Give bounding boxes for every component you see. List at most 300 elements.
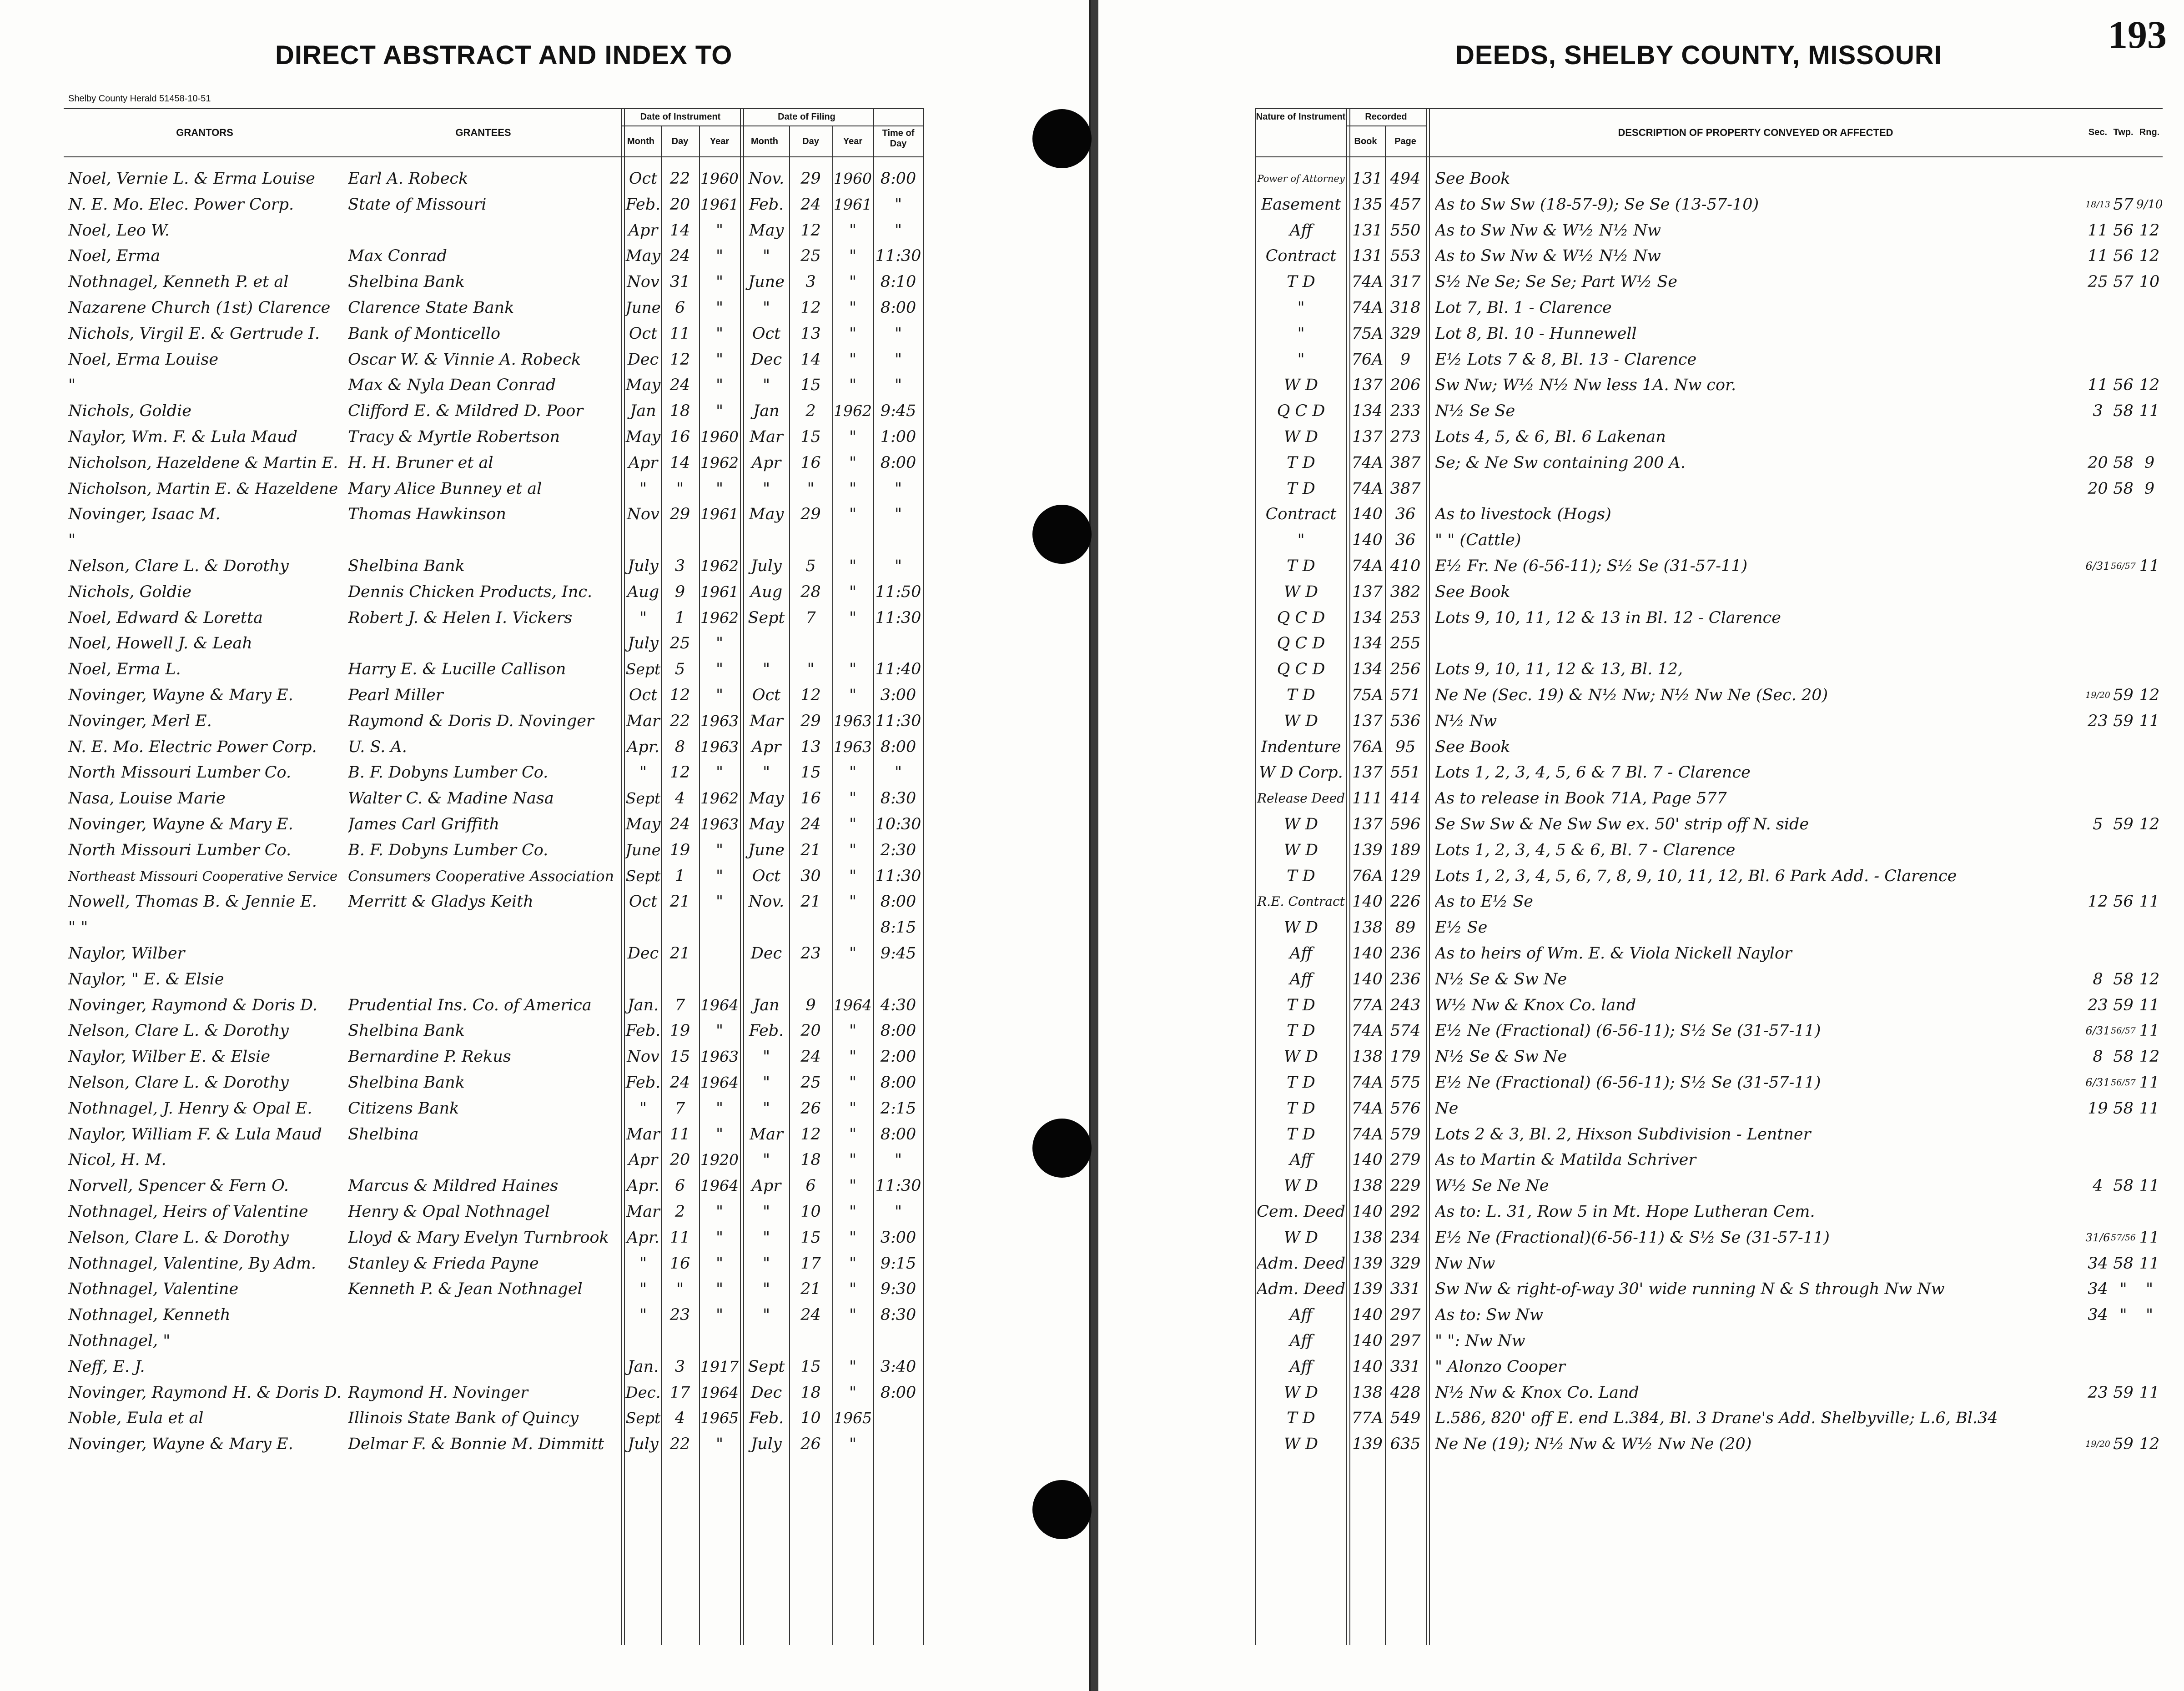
description-cell: " ": Nw Nw xyxy=(1435,1332,1525,1350)
grantor-cell: Northeast Missouri Cooperative Service xyxy=(68,868,338,884)
book-cell: 77A xyxy=(1351,1409,1384,1428)
page-cell: 329 xyxy=(1390,324,1421,343)
filing-day-cell: 21 xyxy=(800,893,821,911)
instrument-day-cell: 19 xyxy=(669,1022,690,1040)
instrument-year-cell: " xyxy=(715,247,724,266)
nature-cell: T D xyxy=(1287,1099,1315,1118)
instrument-day-cell: 11 xyxy=(669,1228,690,1247)
filing-month-cell: Dec xyxy=(750,1383,782,1402)
time-cell: 10:30 xyxy=(875,815,921,833)
sec-cell xyxy=(2085,1405,2110,1431)
description-cell: N½ Se & Sw Ne xyxy=(1435,970,1567,989)
grantee-cell: State of Missouri xyxy=(348,195,487,214)
filing-month-cell xyxy=(745,631,788,656)
description-cell: Lots 1, 2, 3, 4, 5 & 6, Bl. 7 - Clarence xyxy=(1435,841,1736,859)
time-cell: " xyxy=(894,376,902,395)
filing-day-cell: 13 xyxy=(800,324,821,343)
instrument-year-cell: 1964 xyxy=(700,996,739,1014)
grantor-cell: N. E. Mo. Elec. Power Corp. xyxy=(68,195,294,214)
twp-cell: 56 xyxy=(2113,221,2134,240)
nature-cell: Q C D xyxy=(1277,660,1325,679)
filing-day-cell: 15 xyxy=(800,428,821,446)
filing-year-cell: " xyxy=(849,376,857,395)
rng-cell xyxy=(2136,502,2163,527)
book-cell: 111 xyxy=(1352,789,1383,808)
book-cell: 137 xyxy=(1352,376,1383,395)
book-cell: 131 xyxy=(1352,247,1383,266)
time-cell: 8:10 xyxy=(880,273,916,291)
book-cell: 138 xyxy=(1352,1177,1383,1195)
grantee-cell xyxy=(348,915,619,940)
grantor-cell: Neff, E. J. xyxy=(68,1357,145,1376)
instrument-month-cell: " xyxy=(639,763,647,782)
filing-year-cell: " xyxy=(849,1125,857,1144)
instrument-day-cell: 4 xyxy=(674,1409,685,1428)
filing-month-cell: Apr xyxy=(751,453,781,472)
grantee-cell: U. S. A. xyxy=(348,738,407,756)
filing-month-cell: Apr xyxy=(751,1177,781,1195)
sec-cell: 8 xyxy=(2093,1048,2103,1066)
grantee-cell: Raymond H. Novinger xyxy=(348,1383,528,1402)
time-cell: 11:40 xyxy=(875,660,921,679)
page-cell: 331 xyxy=(1390,1357,1421,1376)
instrument-year-cell: " xyxy=(715,324,724,343)
sec-cell xyxy=(2085,1199,2110,1224)
grantor-cell: Novinger, Raymond & Doris D. xyxy=(68,996,317,1014)
nature-cell: Aff xyxy=(1289,221,1313,240)
time-cell xyxy=(874,1431,922,1457)
header-bottom-rule xyxy=(64,156,923,157)
rng-cell xyxy=(2136,321,2163,346)
page-cell: 234 xyxy=(1390,1228,1421,1247)
book-cell: 74A xyxy=(1351,299,1384,317)
description-cell: As to Sw Nw & W½ N½ Nw xyxy=(1435,247,1661,266)
rng-cell: 11 xyxy=(2139,1074,2160,1092)
grantee-cell: Pearl Miller xyxy=(348,686,443,704)
page-cell: 387 xyxy=(1390,453,1421,472)
time-cell: 8:00 xyxy=(880,738,916,756)
instrument-year-cell xyxy=(700,941,739,966)
column-header-date-of-instrument: Date of Instrument xyxy=(640,112,721,122)
instrument-month-cell: Feb. xyxy=(625,1074,661,1092)
book-cell: 74A xyxy=(1351,1074,1384,1092)
grantee-cell: Marcus & Mildred Haines xyxy=(348,1177,559,1195)
grantor-cell: " xyxy=(68,531,76,550)
twp-cell: 59 xyxy=(2113,712,2134,730)
filing-day-cell xyxy=(790,967,831,992)
grantee-cell: B. F. Dobyns Lumber Co. xyxy=(348,763,549,782)
instrument-year-cell: " xyxy=(715,1125,724,1144)
description-cell: As to: L. 31, Row 5 in Mt. Hope Lutheran Cem. xyxy=(1435,1203,1815,1221)
book-cell: 134 xyxy=(1352,660,1383,679)
instrument-month-cell: May xyxy=(625,376,661,395)
description-cell: Lots 2 & 3, Bl. 2, Hixson Subdivision - Lentner xyxy=(1435,1125,1811,1144)
sec-cell: 19/20 xyxy=(2085,1439,2110,1450)
page-cell: 382 xyxy=(1390,582,1421,601)
twp-cell xyxy=(2110,295,2136,321)
nature-cell: W D xyxy=(1283,841,1318,859)
instrument-year-cell xyxy=(700,915,739,940)
twp-cell xyxy=(2110,321,2136,346)
grantor-cell: Nicol, H. M. xyxy=(68,1151,166,1169)
time-cell: 9:15 xyxy=(880,1254,916,1273)
filing-day-cell: 9 xyxy=(805,996,816,1014)
twp-cell xyxy=(2110,760,2136,785)
rng-cell xyxy=(2136,605,2163,631)
nature-cell: Aff xyxy=(1289,1151,1313,1169)
page-cell: 297 xyxy=(1390,1332,1421,1350)
sec-cell xyxy=(2085,786,2110,811)
sec-cell: 25 xyxy=(2088,273,2108,291)
instrument-year-cell: 1962 xyxy=(700,608,739,627)
instrument-day-cell: 11 xyxy=(669,324,690,343)
twp-cell: 57 xyxy=(2113,273,2134,291)
filing-month-cell: June xyxy=(748,841,785,859)
instrument-day-cell: 16 xyxy=(669,428,690,446)
instrument-day-cell xyxy=(662,1328,698,1354)
description-cell: Ne xyxy=(1435,1099,1459,1118)
nature-cell: Aff xyxy=(1289,1357,1313,1376)
page-cell: 549 xyxy=(1390,1409,1421,1428)
sec-cell: 8 xyxy=(2093,970,2103,989)
description-cell: As to: Sw Nw xyxy=(1435,1306,1544,1325)
grantee-cell: Clifford E. & Mildred D. Poor xyxy=(348,402,584,421)
twp-cell: 59 xyxy=(2113,996,2134,1014)
rule-left-end xyxy=(923,108,924,1645)
description-cell: See Book xyxy=(1435,738,1510,756)
time-cell: 4:30 xyxy=(880,996,916,1014)
instrument-year-cell: " xyxy=(715,660,724,679)
grantor-cell: Noel, Erma L. xyxy=(68,660,181,679)
grantee-cell: Raymond & Doris D. Novinger xyxy=(348,712,594,730)
instrument-day-cell: 20 xyxy=(669,195,690,214)
instrument-day-cell: 9 xyxy=(674,582,685,601)
grantee-cell: Oscar W. & Vinnie A. Robeck xyxy=(348,350,581,369)
printer-mark: Shelby County Herald 51458-10-51 xyxy=(68,94,211,104)
description-cell: Lots 1, 2, 3, 4, 5, 6 & 7 Bl. 7 - Clarence xyxy=(1435,763,1751,782)
rng-cell xyxy=(2136,1199,2163,1224)
page-cell: 331 xyxy=(1390,1280,1421,1299)
instrument-year-cell: 1960 xyxy=(700,170,739,187)
grantee-cell: Bernardine P. Rekus xyxy=(348,1048,511,1066)
book-cell: 76A xyxy=(1351,738,1384,756)
sec-cell xyxy=(2085,579,2110,605)
description-cell: Lots 1, 2, 3, 4, 5, 6, 7, 8, 9, 10, 11, 12, Bl. 6 Park Add. - Clarence xyxy=(1435,867,1957,885)
grantor-cell: Norvell, Spencer & Fern O. xyxy=(68,1177,289,1195)
grantee-cell: Tracy & Myrtle Robertson xyxy=(348,428,560,446)
rng-cell: 12 xyxy=(2139,247,2160,266)
instrument-year-cell: " xyxy=(715,350,724,369)
description-cell: " " (Cattle) xyxy=(1435,531,1521,550)
instrument-year-cell: " xyxy=(715,1306,724,1325)
filing-month-cell: Oct xyxy=(752,686,781,704)
grantor-cell: Nichols, Goldie xyxy=(68,582,191,601)
rng-cell xyxy=(2136,166,2163,191)
grantee-cell xyxy=(348,1328,619,1354)
rng-cell: 11 xyxy=(2139,1383,2160,1402)
time-cell: " xyxy=(894,1151,902,1169)
filing-month-cell: Feb. xyxy=(749,1409,784,1428)
grantor-cell: Novinger, Wayne & Mary E. xyxy=(68,686,293,704)
filing-day-cell: 13 xyxy=(800,738,821,756)
instrument-day-cell: 16 xyxy=(669,1254,690,1273)
twp-cell xyxy=(2110,527,2136,553)
instrument-month-cell xyxy=(625,1328,661,1354)
filing-year-cell: 1964 xyxy=(834,996,872,1014)
time-cell: 11:50 xyxy=(875,582,921,601)
nature-cell: Aff xyxy=(1289,944,1313,963)
page-cell: 297 xyxy=(1390,1306,1421,1325)
filing-year-cell xyxy=(833,967,872,992)
description-cell: Se; & Ne Sw containing 200 A. xyxy=(1435,453,1686,472)
nature-cell: " xyxy=(1297,324,1305,343)
grantor-cell: Nothnagel, Valentine, By Adm. xyxy=(68,1254,317,1273)
filing-month-cell: " xyxy=(762,660,770,679)
filing-day-cell: 7 xyxy=(805,608,816,627)
column-header-inst-year: Year xyxy=(710,136,730,146)
instrument-month-cell: June xyxy=(625,841,661,859)
book-cell: 75A xyxy=(1351,324,1384,343)
twp-cell: 58 xyxy=(2113,453,2134,472)
grantor-cell: Noble, Eula et al xyxy=(68,1409,204,1428)
column-header-description: DESCRIPTION OF PROPERTY CONVEYED OR AFFECTED xyxy=(1618,127,1893,138)
book-cell: 76A xyxy=(1351,350,1384,369)
instrument-year-cell: " xyxy=(715,763,724,782)
sec-cell: 4 xyxy=(2093,1177,2103,1195)
filing-day-cell: 12 xyxy=(800,1125,821,1144)
page-cell: 206 xyxy=(1390,376,1421,395)
twp-cell: " xyxy=(2119,1280,2127,1299)
filing-month-cell: " xyxy=(762,479,770,498)
sec-cell: 6/31 xyxy=(2085,560,2110,572)
sec-cell: 20 xyxy=(2088,453,2108,472)
page-number: 193 xyxy=(2108,13,2167,56)
time-cell: 8:00 xyxy=(880,453,916,472)
instrument-year-cell: 1964 xyxy=(700,1383,739,1401)
filing-month-cell xyxy=(745,967,788,992)
sec-cell: 11 xyxy=(2088,221,2108,240)
grantor-cell: Nelson, Clare L. & Dorothy xyxy=(68,557,289,575)
instrument-day-cell: " xyxy=(676,1280,684,1299)
page-cell: 596 xyxy=(1390,815,1421,833)
column-header-grantees: GRANTEES xyxy=(455,127,511,138)
instrument-day-cell: 21 xyxy=(669,893,690,911)
rng-cell: 11 xyxy=(2139,712,2160,730)
instrument-day-cell: 3 xyxy=(674,1357,685,1376)
nature-cell: W D xyxy=(1283,918,1318,937)
book-cell: 74A xyxy=(1351,479,1384,498)
filing-day-cell: 21 xyxy=(800,1280,821,1299)
sec-cell: 23 xyxy=(2088,712,2108,730)
nature-cell: Easement xyxy=(1261,195,1341,214)
time-cell: 9:45 xyxy=(880,944,916,963)
sec-cell: 18/13 xyxy=(2085,199,2110,210)
description-cell: As to heirs of Wm. E. & Viola Nickell Naylor xyxy=(1435,944,1792,963)
grantee-cell: Thomas Hawkinson xyxy=(348,505,506,524)
instrument-year-cell: 1962 xyxy=(700,453,739,472)
instrument-day-cell: 12 xyxy=(669,350,690,369)
twp-cell: 58 xyxy=(2113,1048,2134,1066)
instrument-month-cell: Sept xyxy=(625,867,661,885)
nature-cell: W D xyxy=(1283,428,1318,446)
date-group-rule xyxy=(621,125,923,126)
instrument-month-cell: Jan. xyxy=(627,1357,659,1376)
rng-cell xyxy=(2136,424,2163,450)
rule-page-desc xyxy=(1426,108,1427,1645)
filing-month-cell: " xyxy=(762,763,770,782)
nature-cell: Q C D xyxy=(1277,634,1325,653)
instrument-month-cell: July xyxy=(628,1435,659,1454)
filing-month-cell: Mar xyxy=(750,712,783,730)
page-cell: 9 xyxy=(1400,350,1411,369)
grantor-cell: Nichols, Virgil E. & Gertrude I. xyxy=(68,324,320,343)
page-cell: 255 xyxy=(1390,634,1421,653)
nature-cell: Adm. Deed xyxy=(1257,1280,1345,1299)
description-cell: E½ Se xyxy=(1435,918,1488,937)
page-cell: 574 xyxy=(1390,1022,1421,1040)
instrument-month-cell: June xyxy=(625,299,661,317)
twp-cell xyxy=(2110,1122,2136,1147)
description-cell: As to Sw Nw & W½ N½ Nw xyxy=(1435,221,1661,240)
grantor-cell: N. E. Mo. Electric Power Corp. xyxy=(68,738,317,756)
filing-day-cell: 15 xyxy=(800,1357,821,1376)
filing-year-cell: " xyxy=(849,1228,857,1247)
time-cell: 11:30 xyxy=(875,712,921,730)
book-cell: 74A xyxy=(1351,557,1384,575)
rng-cell: 11 xyxy=(2139,1022,2160,1040)
description-cell xyxy=(1435,631,2083,656)
grantee-cell: Henry & Opal Nothnagel xyxy=(348,1203,550,1221)
time-cell: 11:30 xyxy=(875,867,921,885)
description-cell: N½ Se Se xyxy=(1435,402,1515,421)
twp-cell: 57/56 xyxy=(2111,1232,2136,1243)
page-cell: 414 xyxy=(1390,789,1421,808)
column-header-filing-day: Day xyxy=(802,136,819,146)
page-cell: 189 xyxy=(1390,841,1421,859)
rng-cell xyxy=(2136,1147,2163,1173)
filing-month-cell xyxy=(745,1328,788,1354)
filing-month-cell: " xyxy=(762,299,770,317)
filing-day-cell: " xyxy=(807,660,815,679)
sec-cell: 5 xyxy=(2093,815,2103,833)
book-cell: 135 xyxy=(1352,195,1383,214)
book-cell: 74A xyxy=(1351,453,1384,472)
filing-month-cell: Feb. xyxy=(749,1022,784,1040)
book-cell: 138 xyxy=(1352,1048,1383,1066)
book-cell: 140 xyxy=(1352,970,1383,989)
filing-day-cell xyxy=(790,1328,831,1354)
twp-cell xyxy=(2110,424,2136,450)
instrument-day-cell: 24 xyxy=(669,1074,690,1092)
binder-hole xyxy=(1032,1119,1092,1178)
sec-cell xyxy=(2085,760,2110,785)
time-cell: 8:00 xyxy=(880,1074,916,1092)
page-cell: 536 xyxy=(1390,712,1421,730)
time-cell: 1:00 xyxy=(880,428,916,446)
book-cell: 76A xyxy=(1351,867,1384,885)
sec-cell: 3 xyxy=(2093,402,2103,421)
filing-year-cell: " xyxy=(849,221,857,240)
sec-cell: 19 xyxy=(2088,1099,2108,1118)
grantor-cell: Novinger, Wayne & Mary E. xyxy=(68,815,293,833)
twp-cell: 58 xyxy=(2113,479,2134,498)
time-cell: 8:30 xyxy=(880,789,916,808)
filing-day-cell: 25 xyxy=(800,1074,821,1092)
instrument-month-cell: Oct xyxy=(629,893,658,911)
book-cell: 140 xyxy=(1352,1357,1383,1376)
book-cell: 137 xyxy=(1352,712,1383,730)
filing-year-cell: " xyxy=(849,350,857,369)
twp-cell: 59 xyxy=(2113,1383,2134,1402)
instrument-day-cell: 6 xyxy=(674,1177,685,1195)
instrument-month-cell: Sept xyxy=(625,789,661,808)
page-cell: 292 xyxy=(1390,1203,1421,1221)
page-cell: 36 xyxy=(1395,531,1416,550)
nature-cell: W D xyxy=(1283,582,1318,601)
twp-cell: 58 xyxy=(2113,1254,2134,1273)
page-cell: 410 xyxy=(1390,557,1421,575)
instrument-day-cell: 22 xyxy=(669,712,690,730)
sec-cell xyxy=(2085,502,2110,527)
time-cell xyxy=(874,631,922,656)
grantor-cell: Novinger, Wayne & Mary E. xyxy=(68,1435,293,1454)
nature-cell: W D xyxy=(1283,376,1318,395)
filing-day-cell xyxy=(790,631,831,656)
nature-cell: Aff xyxy=(1289,1332,1313,1350)
page-cell: 226 xyxy=(1390,893,1421,911)
grantee-cell xyxy=(348,218,619,243)
filing-month-cell: Sept xyxy=(748,608,785,627)
rng-cell: 11 xyxy=(2139,996,2160,1014)
column-header-page: Page xyxy=(1394,136,1416,146)
instrument-year-cell: " xyxy=(715,221,724,240)
sec-cell: 34 xyxy=(2088,1254,2108,1273)
nature-cell: Q C D xyxy=(1277,608,1325,627)
grantor-cell: Nicholson, Hazeldene & Martin E. xyxy=(68,453,338,472)
grantee-cell xyxy=(348,1354,619,1380)
column-header-book: Book xyxy=(1354,136,1377,146)
description-cell: As to Sw Sw (18-57-9); Se Se (13-57-10) xyxy=(1435,195,1759,214)
description-cell: Lots 9, 10, 11, 12 & 13 in Bl. 12 - Clarence xyxy=(1435,608,1781,627)
sec-cell: 6/31 xyxy=(2085,1076,2110,1089)
instrument-day-cell: 7 xyxy=(674,996,685,1014)
sec-cell: 12 xyxy=(2088,893,2108,911)
rng-cell xyxy=(2136,1328,2163,1354)
book-cell: 77A xyxy=(1351,996,1384,1014)
filing-month-cell: June xyxy=(748,273,785,291)
sec-cell xyxy=(2085,347,2110,372)
filing-month-cell: " xyxy=(762,1099,770,1118)
filing-day-cell: 17 xyxy=(800,1254,821,1273)
instrument-year-cell: 1963 xyxy=(700,712,739,730)
filing-month-cell: Apr xyxy=(751,738,781,756)
rng-cell: 9/10 xyxy=(2136,197,2163,211)
filing-year-cell: " xyxy=(849,1177,857,1195)
instrument-year-cell: 1965 xyxy=(700,1409,739,1427)
twp-cell xyxy=(2110,941,2136,966)
instrument-year-cell: 1961 xyxy=(700,195,739,213)
instrument-day-cell: 5 xyxy=(674,660,685,679)
instrument-month-cell: Sept xyxy=(625,1409,661,1427)
filing-month-cell: " xyxy=(762,376,770,395)
twp-cell xyxy=(2110,605,2136,631)
book-cell: 134 xyxy=(1352,402,1383,421)
description-cell: As to Martin & Matilda Schriver xyxy=(1435,1151,1696,1169)
filing-year-cell: " xyxy=(849,867,857,885)
nature-cell: Adm. Deed xyxy=(1257,1254,1345,1273)
grantee-cell: Shelbina Bank xyxy=(348,1074,465,1092)
filing-month-cell: May xyxy=(749,505,784,524)
